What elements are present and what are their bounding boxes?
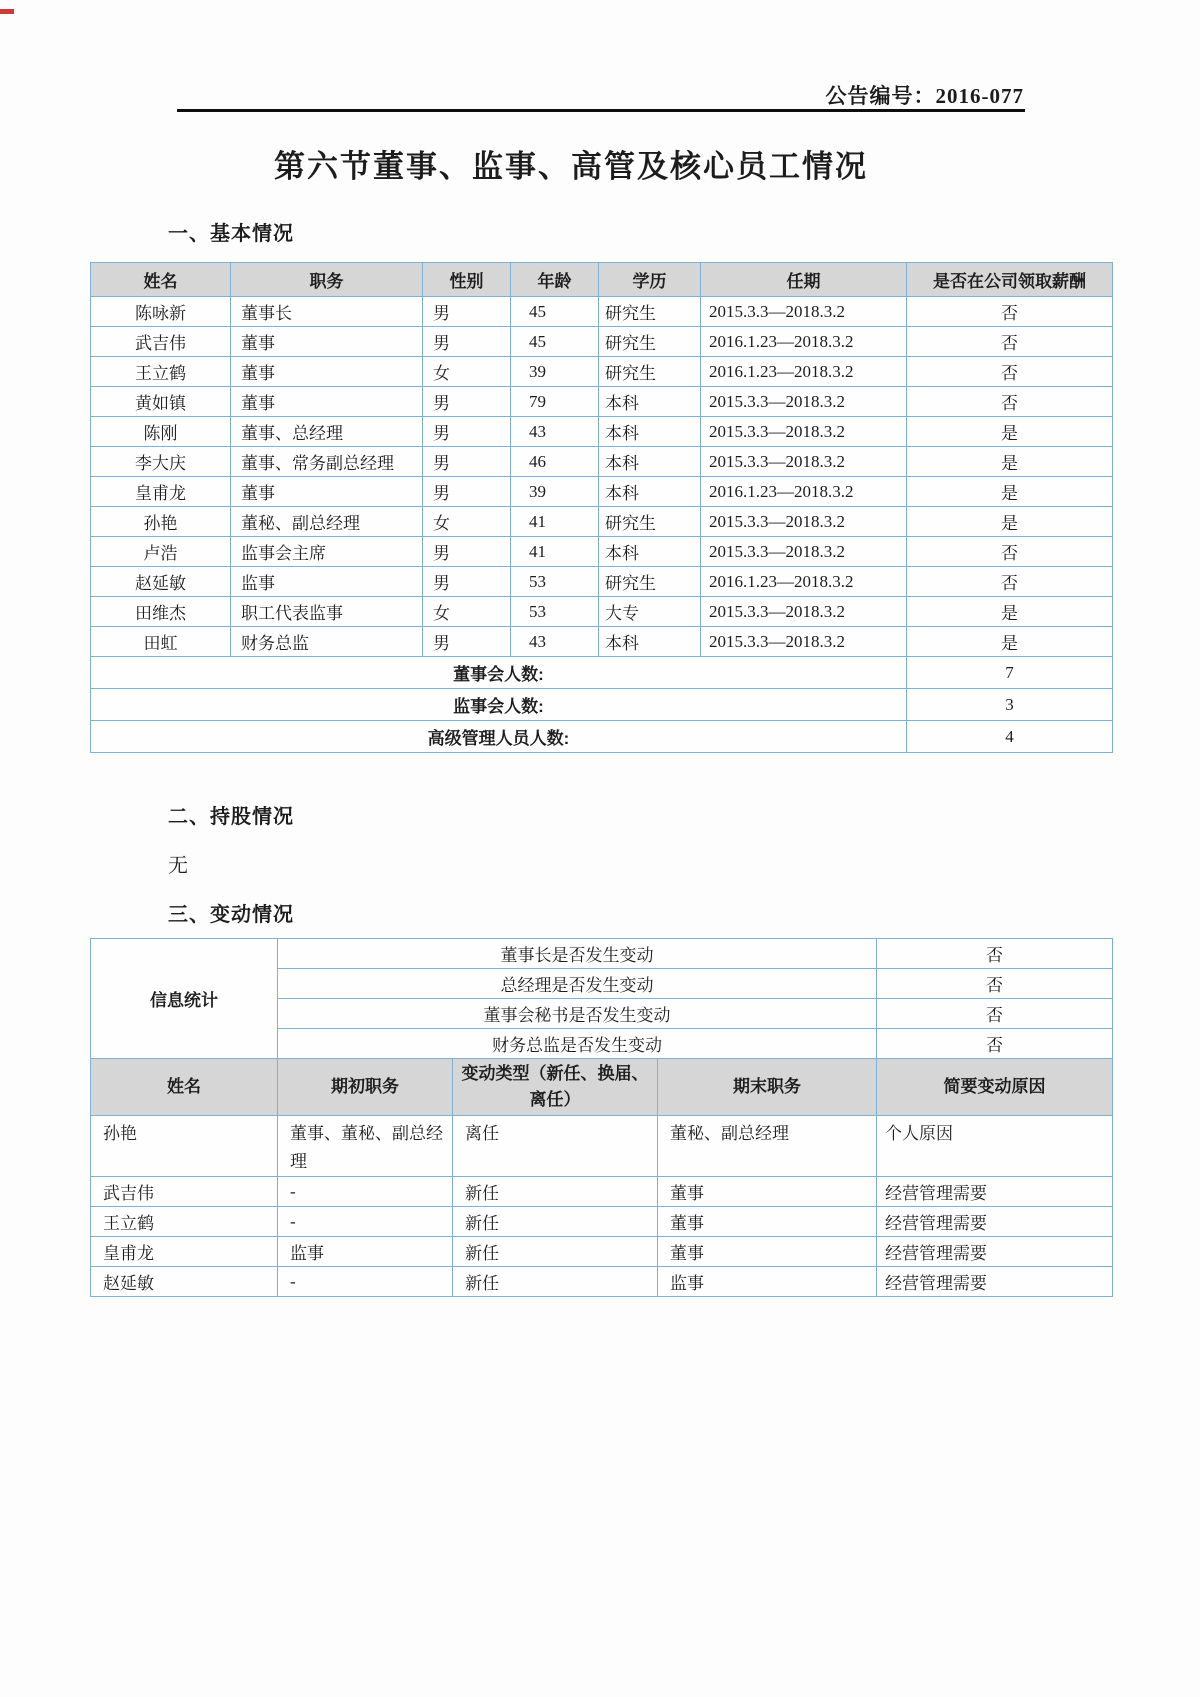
col-header-age: 年龄 — [511, 263, 599, 297]
cell-age: 39 — [511, 477, 599, 507]
cell-age: 53 — [511, 567, 599, 597]
cell-change-reason: 经营管理需要 — [877, 1267, 1113, 1297]
cell-initial-position: - — [278, 1267, 453, 1297]
table-row — [91, 537, 1113, 567]
cell-gender: 男 — [423, 387, 511, 417]
cell-final-position: 董事 — [658, 1207, 877, 1237]
cell-initial-position: 董事、董秘、副总经理 — [278, 1116, 453, 1177]
cell-gender: 男 — [423, 477, 511, 507]
summary-value: 7 — [907, 657, 1113, 689]
cell-education: 本科 — [599, 627, 701, 657]
cell-education: 研究生 — [599, 507, 701, 537]
cell-gender: 男 — [423, 627, 511, 657]
section-heading-basic-info: 一、基本情况 — [168, 223, 294, 245]
cell-salary: 是 — [907, 507, 1113, 537]
cell-salary: 否 — [907, 387, 1113, 417]
cell-position: 财务总监 — [231, 627, 423, 657]
scan-corner-mark — [0, 9, 14, 14]
cell-education: 本科 — [599, 447, 701, 477]
cell-term: 2015.3.3—2018.3.2 — [701, 507, 907, 537]
cell-age: 41 — [511, 507, 599, 537]
col-header-change-type: 变动类型（新任、换届、离任） — [453, 1059, 658, 1116]
summary-label: 监事会人数: — [91, 689, 907, 721]
basic-info-table — [90, 262, 1113, 753]
cell-age: 45 — [511, 327, 599, 357]
cell-name: 孙艳 — [91, 507, 231, 537]
cell-name: 孙艳 — [91, 1116, 278, 1177]
cell-change-type: 离任 — [453, 1116, 658, 1177]
table-row — [91, 567, 1113, 597]
cell-age: 41 — [511, 537, 599, 567]
cell-age: 46 — [511, 447, 599, 477]
cell-change-type: 新任 — [453, 1237, 658, 1267]
cell-name: 武吉伟 — [91, 327, 231, 357]
cell-education: 研究生 — [599, 327, 701, 357]
cell-gender: 女 — [423, 597, 511, 627]
table-row — [91, 417, 1113, 447]
cell-final-position: 董秘、副总经理 — [658, 1116, 877, 1177]
section-heading-shareholding: 二、持股情况 — [168, 806, 294, 828]
table-row — [91, 507, 1113, 537]
col-header-salary: 是否在公司领取薪酬 — [907, 263, 1113, 297]
cell-salary: 否 — [907, 327, 1113, 357]
col-header-initial-position: 期初职务 — [278, 1059, 453, 1116]
cell-gender: 男 — [423, 567, 511, 597]
cell-term: 2015.3.3—2018.3.2 — [701, 537, 907, 567]
cell-salary: 是 — [907, 447, 1113, 477]
cell-initial-position: - — [278, 1207, 453, 1237]
cell-education: 大专 — [599, 597, 701, 627]
cell-gender: 男 — [423, 417, 511, 447]
cell-change-type: 新任 — [453, 1177, 658, 1207]
cell-name: 田虹 — [91, 627, 231, 657]
cell-term: 2015.3.3—2018.3.2 — [701, 597, 907, 627]
col-header-change-reason: 简要变动原因 — [877, 1059, 1113, 1116]
col-header-term: 任期 — [701, 263, 907, 297]
summary-row-executive-count — [91, 721, 1113, 753]
cell-gender: 男 — [423, 327, 511, 357]
cell-name: 武吉伟 — [91, 1177, 278, 1207]
stat-answer: 否 — [877, 969, 1113, 999]
cell-position: 董事、常务副总经理 — [231, 447, 423, 477]
cell-name: 黄如镇 — [91, 387, 231, 417]
cell-position: 职工代表监事 — [231, 597, 423, 627]
cell-initial-position: - — [278, 1177, 453, 1207]
cell-age: 79 — [511, 387, 599, 417]
table-row — [91, 1116, 1113, 1177]
table-row — [91, 447, 1113, 477]
summary-value: 4 — [907, 721, 1113, 753]
cell-name: 卢浩 — [91, 537, 231, 567]
cell-salary: 是 — [907, 477, 1113, 507]
shareholding-none-text: 无 — [168, 855, 189, 877]
table-row — [91, 357, 1113, 387]
stat-answer: 否 — [877, 1029, 1113, 1059]
cell-position: 监事 — [231, 567, 423, 597]
cell-education: 本科 — [599, 387, 701, 417]
cell-position: 董秘、副总经理 — [231, 507, 423, 537]
cell-position: 董事 — [231, 357, 423, 387]
cell-final-position: 董事 — [658, 1237, 877, 1267]
change-table-header-row — [91, 1059, 1113, 1116]
cell-salary: 是 — [907, 417, 1113, 447]
cell-position: 董事长 — [231, 297, 423, 327]
basic-table-header — [91, 263, 1113, 297]
cell-salary: 否 — [907, 297, 1113, 327]
cell-age: 45 — [511, 297, 599, 327]
cell-name: 王立鹤 — [91, 357, 231, 387]
cell-age: 39 — [511, 357, 599, 387]
cell-term: 2015.3.3—2018.3.2 — [701, 417, 907, 447]
cell-gender: 女 — [423, 507, 511, 537]
cell-change-reason: 个人原因 — [877, 1116, 1113, 1177]
cell-final-position: 监事 — [658, 1267, 877, 1297]
col-header-final-position: 期末职务 — [658, 1059, 877, 1116]
cell-name: 田维杰 — [91, 597, 231, 627]
table-row — [91, 1177, 1113, 1207]
table-row — [91, 387, 1113, 417]
cell-education: 研究生 — [599, 297, 701, 327]
stat-answer: 否 — [877, 939, 1113, 969]
cell-salary: 是 — [907, 597, 1113, 627]
cell-salary: 否 — [907, 567, 1113, 597]
cell-term: 2016.1.23—2018.3.2 — [701, 477, 907, 507]
cell-name: 赵延敏 — [91, 1267, 278, 1297]
cell-term: 2016.1.23—2018.3.2 — [701, 357, 907, 387]
summary-row-supervisor-count — [91, 689, 1113, 721]
summary-label: 高级管理人员人数: — [91, 721, 907, 753]
summary-value: 3 — [907, 689, 1113, 721]
cell-change-type: 新任 — [453, 1207, 658, 1237]
cell-salary: 是 — [907, 627, 1113, 657]
col-header-name: 姓名 — [91, 1059, 278, 1116]
section-heading-changes: 三、变动情况 — [168, 904, 294, 926]
page-title: 第六节董事、监事、高管及核心员工情况 — [274, 149, 868, 184]
cell-gender: 男 — [423, 297, 511, 327]
col-header-education: 学历 — [599, 263, 701, 297]
table-header-row — [91, 263, 1113, 297]
stats-label-cell: 信息统计 — [91, 939, 278, 1059]
cell-education: 研究生 — [599, 567, 701, 597]
cell-term: 2015.3.3—2018.3.2 — [701, 447, 907, 477]
stat-row — [91, 939, 1113, 969]
cell-term: 2015.3.3—2018.3.2 — [701, 627, 907, 657]
cell-position: 董事 — [231, 327, 423, 357]
col-header-position: 职务 — [231, 263, 423, 297]
cell-term: 2016.1.23—2018.3.2 — [701, 567, 907, 597]
cell-age: 43 — [511, 627, 599, 657]
cell-position: 董事、总经理 — [231, 417, 423, 447]
cell-term: 2015.3.3—2018.3.2 — [701, 387, 907, 417]
cell-change-reason: 经营管理需要 — [877, 1207, 1113, 1237]
table-row — [91, 327, 1113, 357]
cell-name: 赵延敏 — [91, 567, 231, 597]
cell-change-reason: 经营管理需要 — [877, 1177, 1113, 1207]
cell-name: 王立鹤 — [91, 1207, 278, 1237]
cell-position: 董事 — [231, 387, 423, 417]
cell-term: 2015.3.3—2018.3.2 — [701, 297, 907, 327]
cell-salary: 否 — [907, 537, 1113, 567]
cell-initial-position: 监事 — [278, 1237, 453, 1267]
announcement-number: 公告编号：2016-077 — [825, 84, 1024, 108]
table-row — [91, 1207, 1113, 1237]
table-row — [91, 477, 1113, 507]
cell-name: 李大庆 — [91, 447, 231, 477]
summary-label: 董事会人数: — [91, 657, 907, 689]
cell-final-position: 董事 — [658, 1177, 877, 1207]
stat-answer: 否 — [877, 999, 1113, 1029]
cell-position: 监事会主席 — [231, 537, 423, 567]
cell-education: 本科 — [599, 417, 701, 447]
table-row — [91, 627, 1113, 657]
cell-change-type: 新任 — [453, 1267, 658, 1297]
cell-name: 陈咏新 — [91, 297, 231, 327]
change-table — [90, 938, 1113, 1297]
cell-gender: 女 — [423, 357, 511, 387]
cell-gender: 男 — [423, 447, 511, 477]
col-header-gender: 性别 — [423, 263, 511, 297]
table-row — [91, 1267, 1113, 1297]
cell-salary: 否 — [907, 357, 1113, 387]
stat-question: 总经理是否发生变动 — [278, 969, 877, 999]
cell-name: 皇甫龙 — [91, 477, 231, 507]
cell-age: 43 — [511, 417, 599, 447]
cell-term: 2016.1.23—2018.3.2 — [701, 327, 907, 357]
cell-education: 研究生 — [599, 357, 701, 387]
header-rule — [177, 109, 1025, 112]
stat-question: 董事长是否发生变动 — [278, 939, 877, 969]
table-row — [91, 597, 1113, 627]
summary-row-board-count — [91, 657, 1113, 689]
cell-age: 53 — [511, 597, 599, 627]
table-row — [91, 297, 1113, 327]
cell-name: 皇甫龙 — [91, 1237, 278, 1267]
stat-question: 财务总监是否发生变动 — [278, 1029, 877, 1059]
cell-name: 陈刚 — [91, 417, 231, 447]
cell-education: 本科 — [599, 477, 701, 507]
stat-question: 董事会秘书是否发生变动 — [278, 999, 877, 1029]
cell-gender: 男 — [423, 537, 511, 567]
cell-education: 本科 — [599, 537, 701, 567]
cell-position: 董事 — [231, 477, 423, 507]
col-header-name: 姓名 — [91, 263, 231, 297]
table-row — [91, 1237, 1113, 1267]
cell-change-reason: 经营管理需要 — [877, 1237, 1113, 1267]
